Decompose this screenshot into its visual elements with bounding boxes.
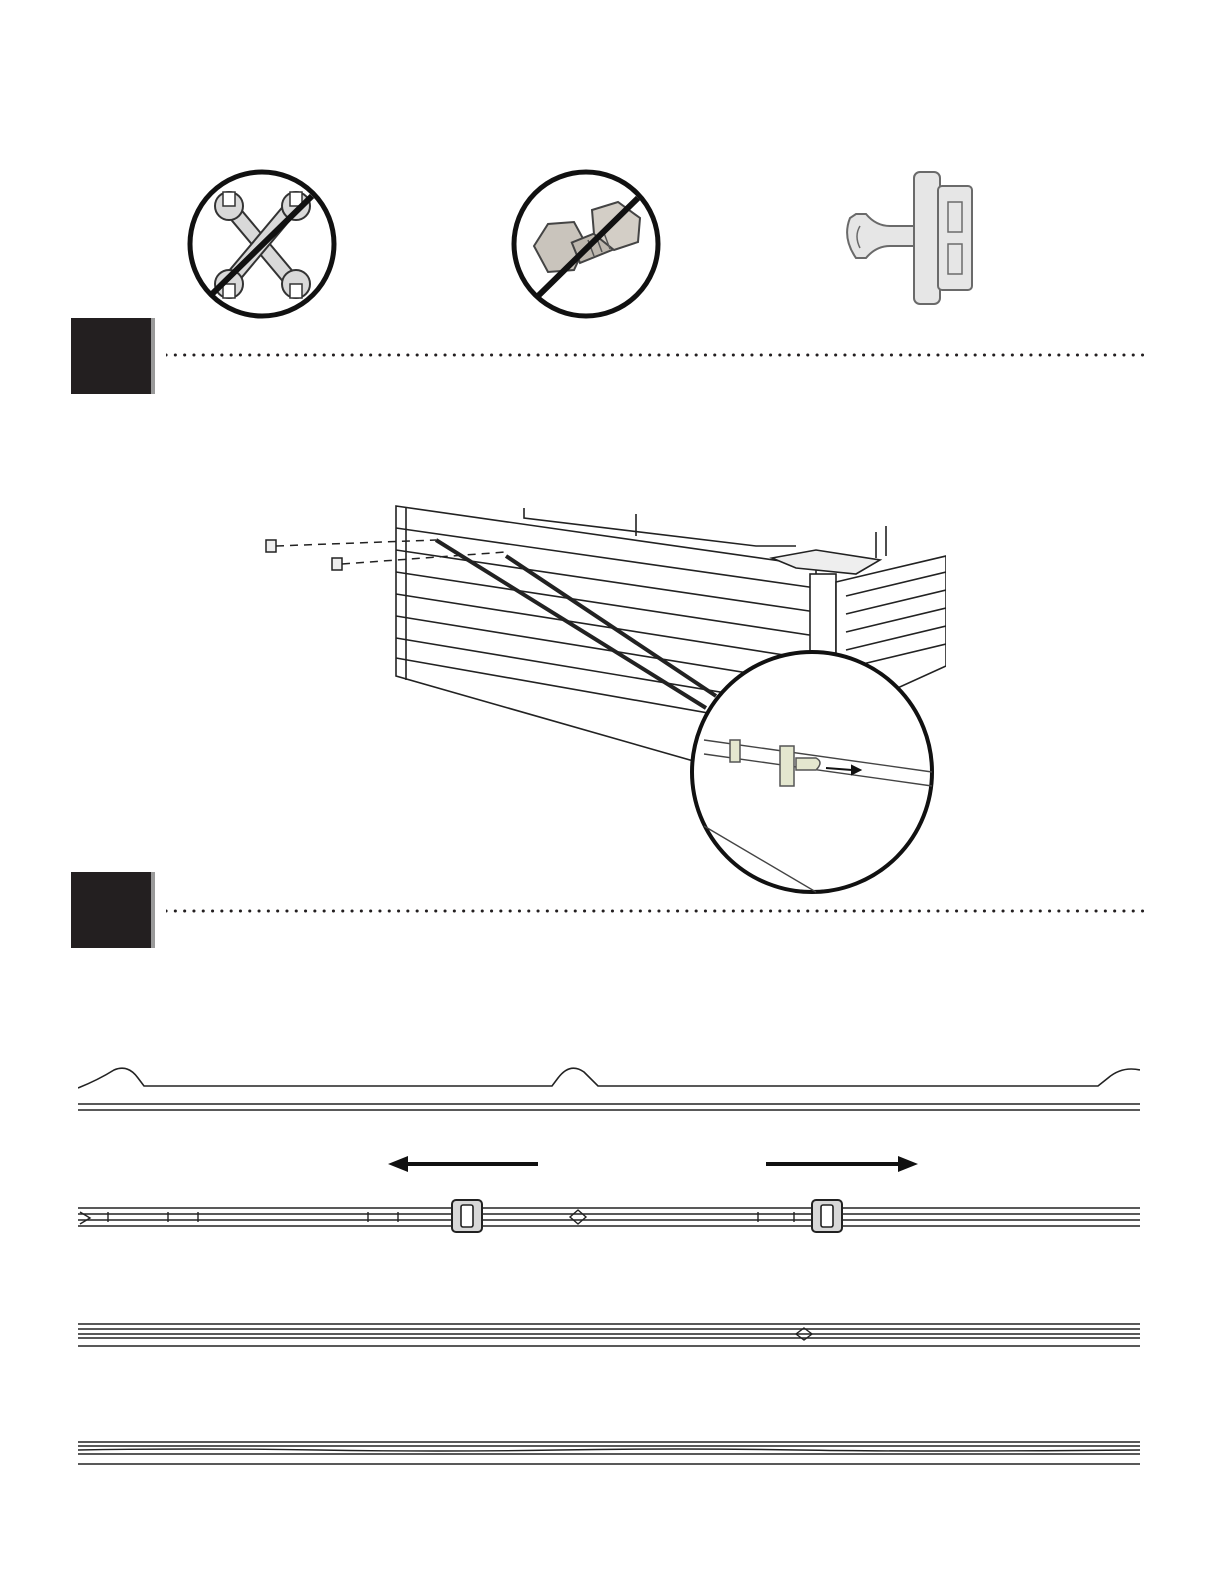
- shed-wall-assembly-diagram: [256, 496, 946, 906]
- step-marker: [71, 872, 155, 948]
- no-bolt-nut-icon: [508, 166, 664, 322]
- dotted-divider: [166, 353, 1146, 357]
- arrow-left-icon: [388, 1154, 538, 1174]
- corrugated-panel-profile: [78, 1060, 1140, 1114]
- brace-rail-with-clips: [78, 1196, 1140, 1236]
- plastic-clip-icon: [836, 166, 986, 308]
- arrow-right-icon: [766, 1154, 918, 1174]
- dotted-divider: [166, 909, 1146, 913]
- step-number: [71, 318, 151, 394]
- panel-rail-bottom-view: [78, 1438, 1140, 1468]
- step-number: [71, 872, 151, 948]
- no-wrench-icon: [184, 166, 340, 322]
- step-marker: [71, 318, 155, 394]
- panel-rail-top-view: [78, 1320, 1140, 1350]
